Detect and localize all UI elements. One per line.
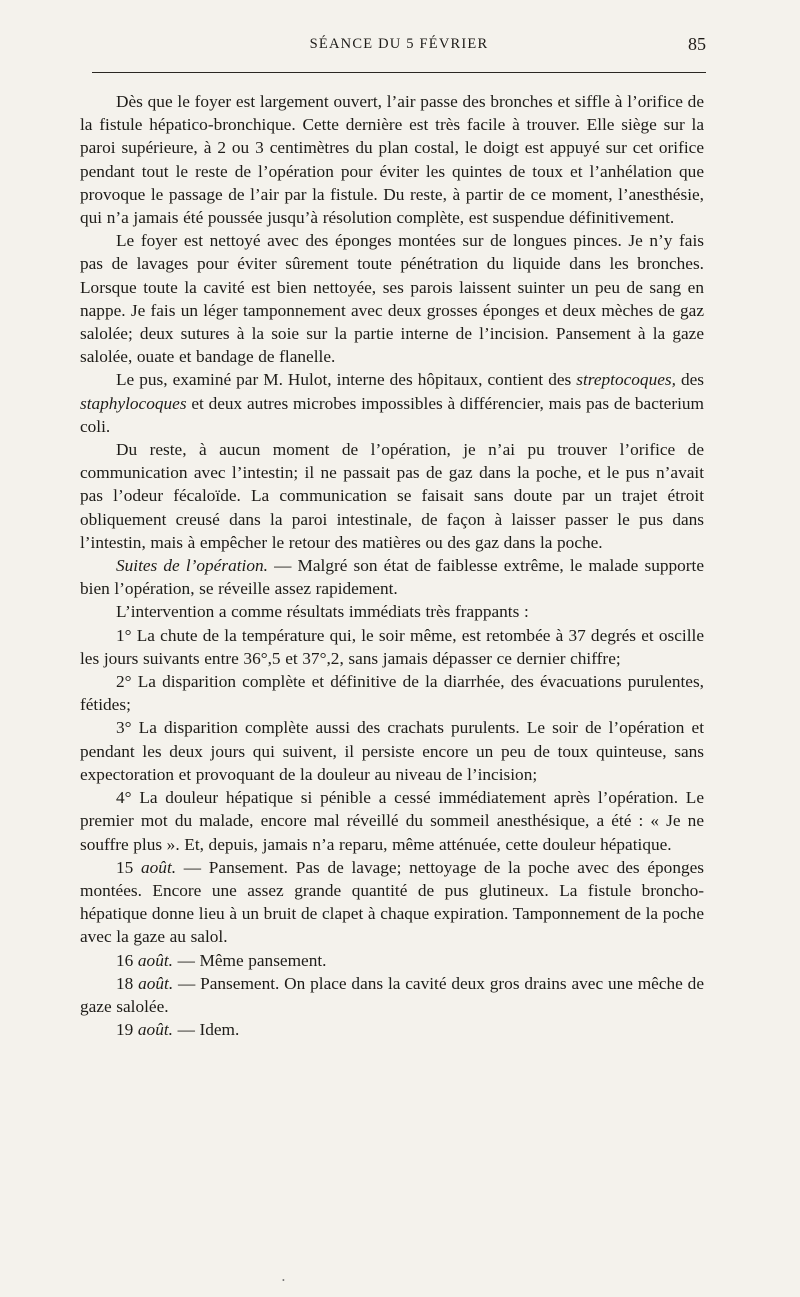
text-run: 4° La douleur hépatique si pénible a cessé immédiatement après l’opération. Le premier mot du malade, encore mal réveillé du sommeil anesthésique, a été : « Je ne souffre plus ». Et, depuis, jamais n’a reparu, même atténuée, cette douleur hépatique. [80,788,704,854]
text-run: Dès que le foyer est largement ouvert, l’air passe des bronches et siffle à l’orifice de la fistule hépatico-bronchique. Cette dernière est très facile à trouver. Elle siège sur la paroi supérieure, à 2 ou 3 centimètres du plan costal, le doigt est appuyé sur cet orifice pendant tout le reste de l’opération pour éviter les quintes de toux et l’anhélation que provoque le passage de l’air par la fistule. Du reste, à partir de ce moment, l’anesthésie, qui n’a jamais été poussée jusqu’à résolution complète, est suspendue définitivement. [80,92,704,228]
paragraph [80,670,704,716]
paragraph [80,1018,704,1041]
text-run: Du reste, à aucun moment de l’opération, je n’ai pu trouver l’orifice de communication avec l’intestin; il ne passait pas de gaz dans la poche, et le pus n’avait pas l’odeur fécaloïde. La communication se faisait sans doute par un trajet étroit obliquement creusé dans la paroi intestinale, de façon à laisser passer le pus dans l’intestin, mais à empêcher le retour des matières ou des gaz dans la poche. [80,440,704,552]
page-header [92,34,706,58]
text-run: 2° La disparition complète et définitive de la diarrhée, des évacuations purulentes, fétides; [80,672,704,715]
print-speck: • [282,1276,285,1285]
text-run: — Même pansement. [172,950,327,970]
text-run: 18 [116,973,139,993]
page-number: 85 [688,34,706,54]
paragraph [80,856,704,949]
paragraph [80,716,704,786]
italic-text: Suites de l’opération. [116,556,268,576]
italic-text: août. [138,973,174,993]
body-text [80,90,704,1041]
italic-text: streptocoques, [576,370,676,390]
text-run: 1° La chute de la température qui, le soir même, est retombée à 37 degrés et oscille les jours suivants entre 36°,5 et 37°,2, sans jamais dépasser ce dernier chiffre; [80,625,704,668]
paragraph [80,368,704,438]
italic-text: août. [137,950,173,970]
text-run: 3° La disparition complète aussi des crachats purulents. Le soir de l’opération et pendant les deux jours qui suivent, il persiste encore un peu de toux quinteuse, sans expectoration et provoquant de la douleur au niveau de l’incision; [80,718,704,784]
text-run: — Idem. [172,1020,240,1040]
paragraph [80,90,704,229]
running-head: SÉANCE DU 5 FÉVRIER [309,36,489,52]
text-run: 15 [116,857,142,877]
text-run: 19 [116,1020,138,1040]
italic-text: août. [137,1020,173,1040]
text-run: Le foyer est nettoyé avec des éponges montées sur de longues pinces. Je n’y fais pas de lavages pour éviter sûrement toute pénétration du liquide dans les bronches. Lorsque toute la cavité est bien nettoyée, ses parois laissent suinter un peu de sang en nappe. Je fais un léger tamponnement avec deux grosses éponges et deux mèches de gaz salolée; deux sutures à la soie sur la partie interne de l’incision. Pansement à la gaze salolée, ouate et bandage de flanelle. [80,231,704,367]
text-run: et deux autres microbes impossibles à différencier, mais pas de bacterium coli. [80,393,704,436]
text-run: Le pus, examiné par M. Hulot, interne des hôpitaux, contient des [116,370,577,390]
text-run: — Pansement. Pas de lavage; nettoyage de la poche avec des éponges montées. Encore une assez grande quantité de pus glutineux. La fistule broncho-hépatique donne lieu à un bruit de clapet à chaque expiration. Tamponnement de la poche avec la gaze au salol. [80,857,704,947]
paragraph [80,972,704,1018]
text-run: des [675,370,704,390]
paragraph [80,438,704,554]
text-run: 16 [116,950,138,970]
paragraph [80,786,704,856]
paragraph [80,554,704,600]
paragraph [80,624,704,670]
italic-text: staphylocoques [80,393,187,413]
text-run: — Malgré son état de faiblesse extrême, le malade supporte bien l’opération, se réveille assez rapidement. [80,556,704,599]
italic-text: août. [141,857,177,877]
paragraph [80,600,704,623]
text-run: — Pansement. On place dans la cavité deux gros drains avec une mêche de gaze salolée. [80,973,704,1016]
text-run: L’intervention a comme résultats immédiats très frappants : [116,602,529,622]
header-rule [92,72,706,73]
paragraph [80,949,704,972]
paragraph [80,229,704,368]
